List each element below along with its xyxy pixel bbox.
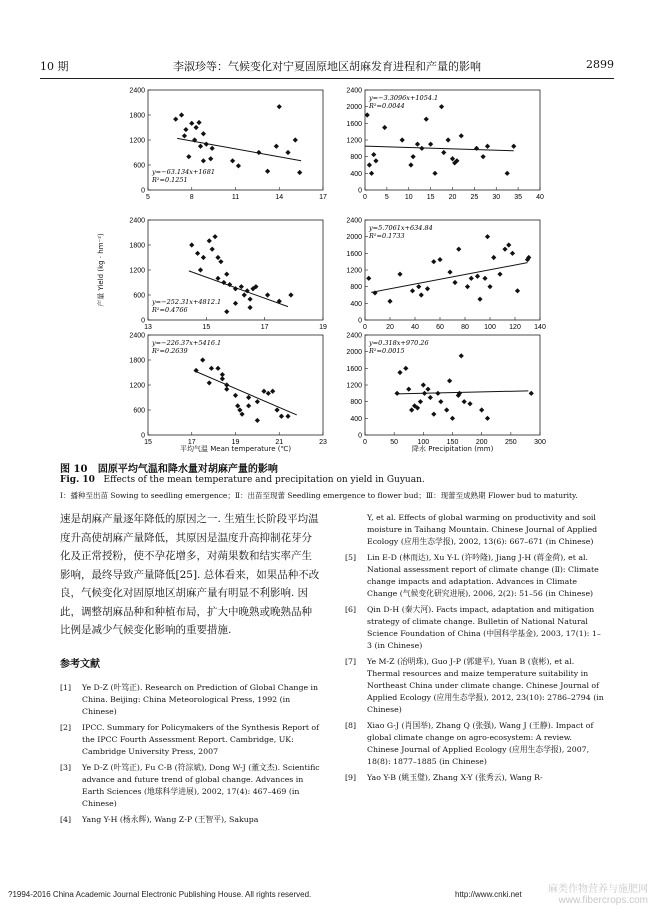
data-point — [285, 414, 290, 419]
x-tick-label: 120 — [509, 324, 521, 331]
data-point — [446, 137, 451, 142]
data-point — [477, 297, 482, 302]
data-point — [441, 150, 446, 155]
data-point — [183, 127, 188, 132]
x-tick-label: 10 — [404, 194, 413, 201]
x-tick-label: 19 — [231, 439, 240, 446]
data-point — [194, 125, 199, 130]
chart-svg — [118, 84, 333, 206]
y-tick-label: 1600 — [346, 250, 362, 258]
reference-text: Yao Y-B (姚玉璧), Zhang X-Y (张秀云), Wang R- — [367, 773, 543, 782]
reference-text: Yang Y-H (杨永辉), Wang Z-P (王智平), Sakupa — [82, 815, 259, 824]
data-point — [173, 117, 178, 122]
data-point — [400, 137, 405, 142]
data-point — [435, 391, 440, 396]
y-tick-label: 0 — [141, 187, 145, 195]
data-point — [247, 297, 252, 302]
y-tick-label: 1200 — [346, 382, 362, 390]
x-tick-label: 17 — [260, 324, 269, 331]
data-point — [444, 407, 449, 412]
x-tick-label: 8 — [189, 194, 194, 201]
reference-item — [345, 552, 605, 600]
y-tick-label: 0 — [141, 432, 145, 440]
data-point — [195, 251, 200, 256]
page-footer — [0, 884, 654, 908]
y-tick-label: 2400 — [346, 87, 362, 95]
scatter-panel-temp-III — [118, 329, 333, 451]
data-point — [421, 382, 426, 387]
reference-text: Ye D-Z (叶笃正). Research on Prediction of Global Change in China. Beijing: China Meteorological Press, 1992 (in Chinese) — [82, 683, 319, 716]
regression-equation: y=−226.37x+5416.1 — [152, 339, 222, 347]
scatter-panel-prec-I — [335, 84, 550, 206]
y-tick-label: 2400 — [129, 87, 145, 95]
cnki-link[interactable]: http://www.cnki.net — [455, 890, 522, 899]
r-squared: R²=0.0015 — [369, 347, 405, 355]
data-point — [367, 162, 372, 167]
data-point — [511, 144, 516, 149]
data-point — [237, 407, 242, 412]
data-point — [485, 144, 490, 149]
data-point — [198, 267, 203, 272]
x-tick-label: 23 — [319, 439, 327, 446]
data-point — [366, 276, 371, 281]
data-point — [450, 156, 455, 161]
references-left-column — [60, 682, 322, 830]
references-title: 参考文献 — [60, 659, 100, 670]
data-point — [467, 401, 472, 406]
data-point — [274, 144, 279, 149]
data-point — [439, 104, 444, 109]
x-tick-label: 30 — [492, 194, 501, 201]
data-point — [182, 133, 187, 138]
data-point — [266, 391, 271, 396]
reference-number: [6] — [345, 605, 357, 614]
data-point — [218, 259, 223, 264]
data-point — [481, 154, 486, 159]
x-tick-label: 40 — [411, 324, 419, 331]
y-tick-label: 800 — [350, 399, 362, 407]
y-tick-label: 2400 — [346, 217, 362, 225]
data-point — [456, 247, 461, 252]
data-point — [189, 242, 194, 247]
regression-equation: y=−3.3096x+1054.1 — [369, 94, 439, 102]
references-right-column — [345, 512, 605, 788]
reference-item — [345, 772, 605, 784]
data-point — [416, 284, 421, 289]
reference-text: IPCC. Summary for Policymakers of the Synthesis Report of the IPCC Fourth Assessment Report. Cambridge, UK: Cambridge University Press, 2007 — [82, 723, 320, 756]
y-tick-label: 2400 — [129, 217, 145, 225]
data-point — [408, 162, 413, 167]
data-point — [215, 255, 220, 260]
data-point — [233, 301, 238, 306]
data-point — [256, 150, 261, 155]
data-point — [382, 125, 387, 130]
x-tick-label: 100 — [484, 324, 496, 331]
data-point — [186, 154, 191, 159]
reference-number: [8] — [345, 721, 357, 730]
data-point — [220, 372, 225, 377]
x-tick-label: 20 — [386, 324, 394, 331]
data-point — [425, 286, 430, 291]
regression-equation: y=−252.31x+4812.1 — [152, 298, 222, 306]
x-tick-label: 60 — [436, 324, 444, 331]
header-rule — [40, 78, 614, 79]
reference-item — [345, 604, 605, 652]
reference-item — [60, 682, 322, 718]
data-point — [452, 280, 457, 285]
data-point — [462, 399, 467, 404]
data-point — [479, 407, 484, 412]
data-point — [411, 154, 416, 159]
trend-line — [397, 391, 528, 394]
x-tick-label: 15 — [202, 324, 211, 331]
x-tick-label: 17 — [319, 194, 327, 201]
reference-number: [5] — [345, 553, 357, 562]
x-tick-label: 80 — [461, 324, 469, 331]
x-tick-label: 0 — [363, 439, 367, 446]
regression-equation: y=5.7061x+634.84 — [369, 224, 433, 232]
x-tick-label: 150 — [446, 439, 459, 446]
reference-number — [345, 512, 367, 548]
data-point — [424, 117, 429, 122]
data-point — [510, 251, 515, 256]
data-point — [210, 247, 215, 252]
data-point — [201, 158, 206, 163]
r-squared: R²=0.1733 — [369, 232, 405, 240]
y-tick-label: 400 — [350, 170, 362, 178]
data-point — [215, 276, 220, 281]
watermark — [548, 884, 648, 906]
y-tick-label: 1200 — [129, 137, 145, 145]
data-point — [415, 142, 420, 147]
scatter-panel-prec-III — [335, 329, 550, 451]
data-point — [277, 104, 282, 109]
reference-item — [60, 722, 322, 758]
data-point — [233, 393, 238, 398]
y-tick-label: 1200 — [346, 267, 362, 275]
y-tick-label: 600 — [133, 162, 145, 170]
data-point — [397, 272, 402, 277]
data-point — [432, 171, 437, 176]
chart-svg — [335, 84, 550, 206]
y-tick-label: 600 — [133, 292, 145, 300]
data-point — [459, 133, 464, 138]
caption-cn-text: 固原平均气温和降水量对胡麻产量的影响 — [97, 464, 278, 475]
data-point — [255, 418, 260, 423]
data-point — [422, 391, 427, 396]
data-point — [224, 272, 229, 277]
trend-line — [177, 138, 301, 160]
data-point — [431, 412, 436, 417]
x-tick-label: 25 — [470, 194, 479, 201]
data-point — [224, 387, 229, 392]
reference-number: [1] — [60, 683, 72, 692]
r-squared: R²=0.2639 — [152, 347, 188, 355]
data-point — [450, 416, 455, 421]
reference-number: [7] — [345, 657, 357, 666]
data-point — [491, 255, 496, 260]
data-point — [288, 292, 293, 297]
data-point — [515, 288, 520, 293]
data-point — [428, 142, 433, 147]
figure-caption-cn — [60, 460, 278, 475]
x-tick-label: 140 — [534, 324, 546, 331]
data-point — [419, 292, 424, 297]
reference-number: [4] — [60, 815, 72, 824]
running-header — [40, 58, 614, 76]
data-point — [196, 120, 201, 125]
x-tick-label: 300 — [534, 439, 546, 446]
data-point — [242, 292, 247, 297]
figure-note: Ⅰ：播种至出苗 Sowing to seedling emergence；Ⅱ：出苗至现蕾 Seedling emergence to flower bud；Ⅲ：现蕾至成熟期 Flower bud to maturity. — [60, 491, 578, 500]
data-point — [246, 403, 251, 408]
y-tick-label: 0 — [141, 317, 145, 325]
reference-text: Y, et al. Effects of global warming on productivity and soil moisture in Taihang Mountain. Chinese Journal of Applied Ecology (应用生态学报), 2002, 13(6): 667–671 (in Chinese) — [367, 513, 598, 546]
data-point — [394, 391, 399, 396]
y-tick-label: 0 — [358, 432, 362, 440]
data-point — [447, 269, 452, 274]
data-point — [437, 257, 442, 262]
data-point — [497, 272, 502, 277]
reference-text: Ye M-Z (冶明珠), Guo J-P (郭建平), Yuan B (袁彬), et al. Thermal resources and maize temperature suitability in Northeast China under climate change. Chinese Journal of Applied Ecology (应用生态学报), 2012, 23(10): 2786–2794 (in Chinese) — [367, 657, 604, 714]
x-tick-label: 5 — [384, 194, 389, 201]
x-tick-label: 20 — [448, 194, 457, 201]
x-tick-label: 11 — [231, 194, 240, 201]
watermark-cn: 麻类作物营养与施肥网 — [548, 884, 648, 895]
running-title: 李淑珍等：气候变化对宁夏固原地区胡麻发育进程和产量的影响 — [173, 60, 481, 73]
y-tick-label: 1200 — [129, 382, 145, 390]
x-tick-label: 100 — [417, 439, 430, 446]
data-point — [265, 292, 270, 297]
y-tick-label: 2400 — [129, 332, 145, 340]
x-tick-label: 0 — [363, 194, 367, 201]
data-point — [246, 395, 251, 400]
x-axis-label-precipitation: 降水 Precipitation (mm) — [412, 445, 494, 453]
reference-text: Qin D-H (秦大河). Facts impact, adaptation and mitigation strategy of climate change. Bulletin of National Natural Science Foundation of China (中国科学基金), 2003, 17(1): 1–3 (in Chinese) — [367, 605, 601, 650]
data-point — [403, 366, 408, 371]
data-point — [529, 391, 534, 396]
caption-cn-label: 图 10 — [60, 464, 88, 475]
data-point — [371, 152, 376, 157]
y-tick-label: 1600 — [346, 120, 362, 128]
reference-text: Ye D-Z (叶笃正), Fu C-B (符淙斌), Dong W-J (董文杰). Scientific advance and future trend of global change. Advances in Earth Sciences (地球科学进展), 2002, 17(4): 467–469 (in Chinese) — [82, 763, 320, 808]
data-point — [201, 255, 206, 260]
data-point — [265, 169, 270, 174]
y-tick-label: 1800 — [129, 242, 145, 250]
data-point — [236, 163, 241, 168]
chart-svg — [335, 329, 550, 451]
issue-number: 10 期 — [40, 60, 69, 73]
reference-item — [60, 814, 322, 826]
data-point — [207, 238, 212, 243]
x-axis-label-temperature: 平均气温 Mean temperature (℃) — [180, 445, 292, 453]
y-tick-label: 1800 — [129, 357, 145, 365]
data-point — [209, 366, 214, 371]
data-point — [438, 399, 443, 404]
scatter-panel-temp-I — [118, 84, 333, 206]
y-tick-label: 2000 — [346, 104, 362, 112]
data-point — [431, 259, 436, 264]
data-point — [200, 357, 205, 362]
r-squared: R²=0.4766 — [152, 306, 188, 314]
scatter-panel-temp-II — [118, 214, 333, 336]
x-tick-label: 21 — [275, 439, 284, 446]
y-tick-label: 1200 — [129, 267, 145, 275]
data-point — [410, 288, 415, 293]
data-point — [239, 284, 244, 289]
r-squared: R²=0.0044 — [369, 102, 405, 110]
data-point — [198, 144, 203, 149]
data-point — [297, 170, 302, 175]
data-point — [487, 284, 492, 289]
x-tick-label: 200 — [475, 439, 488, 446]
data-point — [505, 171, 510, 176]
reference-number: [2] — [60, 723, 72, 732]
data-point — [230, 158, 235, 163]
reference-item — [345, 512, 605, 548]
x-tick-label: 40 — [536, 194, 544, 201]
caption-en-text: Effects of the mean temperature and precipitation on yield in Guyuan. — [103, 475, 425, 485]
x-tick-label: 50 — [390, 439, 399, 446]
data-point — [428, 395, 433, 400]
page-number: 2899 — [586, 58, 614, 71]
y-tick-label: 1800 — [129, 112, 145, 120]
data-point — [475, 274, 480, 279]
scatter-panel-prec-II — [335, 214, 550, 336]
x-tick-label: 15 — [426, 194, 435, 201]
data-point — [212, 234, 217, 239]
data-point — [255, 399, 260, 404]
trend-line — [371, 263, 527, 293]
data-point — [215, 366, 220, 371]
data-point — [201, 131, 206, 136]
data-point — [447, 378, 452, 383]
data-point — [506, 242, 511, 247]
x-tick-label: 0 — [363, 324, 367, 331]
data-point — [261, 389, 266, 394]
data-point — [210, 146, 215, 151]
data-point — [418, 399, 423, 404]
reference-number: [3] — [60, 763, 72, 772]
reference-text: Xiao G-J (肖国举), Zhang Q (张强), Wang J (王静). Impact of global climate change on agro-ecosystem: A review. Chinese Journal of Applied Ecology (应用生态学报), 2007, 18(8): 1877–1885 (in Chinese) — [367, 721, 594, 766]
data-point — [247, 305, 252, 310]
y-tick-label: 2000 — [346, 234, 362, 242]
y-axis-label: 产量 Yield (kg · hm⁻²) — [97, 233, 105, 307]
chart-svg — [335, 214, 550, 336]
data-point — [485, 234, 490, 239]
y-tick-label: 2000 — [346, 349, 362, 357]
x-tick-label: 15 — [144, 439, 152, 446]
x-tick-label: 5 — [146, 194, 150, 201]
reference-item — [345, 656, 605, 716]
chart-svg — [118, 329, 333, 451]
body-paragraph: 速是胡麻产量逐年降低的原因之一. 生殖生长阶段平均温度升高使胡麻产量降低，其原因是温度升高抑制花芽分化及正常授粉，使不孕花增多，对蒴果数和结实率产生影响，最终导致产量降低[25]. 总体看来，如果品种不改良，气候变化对固原地区胡麻产量有明显不利影响. 因此，调整胡麻品种和种植布局，扩大中晚熟或晚熟品种比例是减少气候变化影响的重要措施. — [60, 513, 320, 636]
data-point — [485, 416, 490, 421]
data-point — [204, 142, 209, 147]
y-tick-label: 800 — [350, 154, 362, 162]
data-point — [179, 112, 184, 117]
data-point — [285, 150, 290, 155]
figure-caption-en — [60, 475, 425, 485]
y-tick-label: 1600 — [346, 365, 362, 373]
copyright-text: ?1994-2016 China Academic Journal Electronic Publishing House. All rights reserved. — [8, 890, 312, 899]
watermark-url: www.fibercrops.com — [558, 895, 648, 906]
data-point — [208, 156, 213, 161]
reference-item — [345, 720, 605, 768]
y-tick-label: 0 — [358, 317, 362, 325]
regression-equation: y=0.318x+970.26 — [369, 339, 429, 347]
data-point — [406, 387, 411, 392]
x-tick-label: 250 — [504, 439, 517, 446]
trend-line — [194, 371, 297, 415]
chart-svg — [118, 214, 333, 336]
reference-item — [60, 762, 322, 810]
x-tick-label: 17 — [187, 439, 196, 446]
data-point — [235, 403, 240, 408]
y-tick-label: 600 — [133, 407, 145, 415]
data-point — [459, 353, 464, 358]
data-point — [425, 387, 430, 392]
data-point — [373, 158, 378, 163]
data-point — [274, 407, 279, 412]
data-point — [474, 146, 479, 151]
data-point — [279, 414, 284, 419]
data-point — [482, 276, 487, 281]
regression-equation: y=−63.134x+1681 — [152, 168, 215, 176]
data-point — [270, 389, 275, 394]
data-point — [369, 171, 374, 176]
data-point — [239, 412, 244, 417]
y-tick-label: 1200 — [346, 137, 362, 145]
x-tick-label: 35 — [514, 194, 523, 201]
data-point — [409, 407, 414, 412]
y-tick-label: 400 — [350, 300, 362, 308]
y-tick-label: 400 — [350, 415, 362, 423]
r-squared: R²=0.1251 — [152, 176, 188, 184]
data-point — [469, 276, 474, 281]
caption-en-label: Fig. 10 — [60, 475, 95, 485]
x-tick-label: 14 — [275, 194, 284, 201]
data-point — [387, 299, 392, 304]
reference-text: Lin E-D (林而达), Xu Y-L (许吟隆), Jiang J-H (蒋金荷), et al. National assessment report of climate change (Ⅱ): Climate change impacts and adaptation. Advances in Climate Change (气候变化研究进展), 2006, 2(2): 51–56 (in Chinese) — [367, 553, 599, 598]
data-point — [189, 121, 194, 126]
y-tick-label: 800 — [350, 284, 362, 292]
data-point — [419, 146, 424, 151]
data-point — [465, 284, 470, 289]
y-tick-label: 2400 — [346, 332, 362, 340]
data-point — [207, 380, 212, 385]
data-point — [397, 370, 402, 375]
x-tick-label: 19 — [319, 324, 327, 331]
data-point — [224, 309, 229, 314]
data-point — [502, 247, 507, 252]
reference-number: [9] — [345, 773, 357, 782]
data-point — [293, 137, 298, 142]
y-tick-label: 0 — [358, 187, 362, 195]
trend-line — [365, 146, 514, 151]
x-tick-label: 13 — [144, 324, 152, 331]
